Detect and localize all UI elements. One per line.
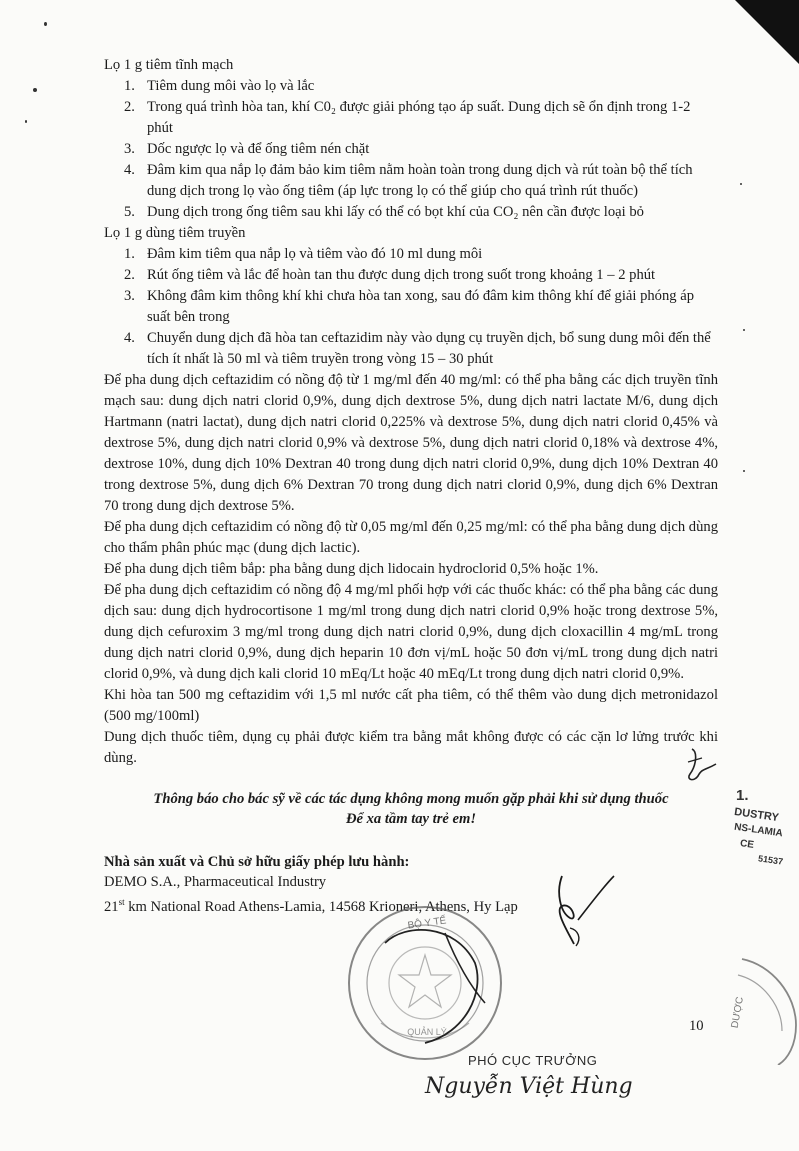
list-item: 4. Đâm kim qua nắp lọ đảm bảo kim tiêm nằm hoàn toàn trong dung dịch và rút toàn bộ thể tích dung dịch trong lọ vào ống tiêm (áp lực trong lọ có thể giúp cho quá trình rút thuốc) (124, 162, 693, 199)
list-item: 1. Đâm kim tiêm qua nắp lọ và tiêm vào đó 10 ml dung môi (124, 246, 483, 262)
scan-speck (743, 329, 745, 331)
paragraph-dilution-peritoneal: Để pha dung dịch ceftazidim có nồng độ từ 0,05 mg/ml đến 0,25 mg/ml: có thể pha bằng dung dịch dùng cho thẩm phân phúc mạc (dung dịch lactic). (104, 519, 718, 556)
paragraph-inspection: Dung dịch thuốc tiêm, dụng cụ phải được kiểm tra bằng mắt không được có các cặn lơ lửng trước khi dùng. (104, 729, 718, 766)
company-stamp-partial: 1. DUSTRY NS-LAMIA CE 51537 (733, 787, 784, 867)
list-item: 2. Rút ống tiêm và lắc để hoàn tan thu được dung dịch trong suốt trong khoảng 1 – 2 phút (124, 267, 656, 283)
signatory-title: PHÓ CỤC TRƯỞNG (468, 1053, 598, 1068)
list-item: 3. Dốc ngược lọ và để ống tiêm nén chặt (124, 141, 370, 157)
list-item: 2. Trong quá trình hòa tan, khí C0₂ được giải phóng tạo áp suất. Dung dịch sẽ ổn định trong 1-2 phút (124, 99, 691, 136)
list-item: 4. Chuyển dung dịch đã hòa tan ceftazidim này vào dụng cụ truyền dịch, bổ sung dung môi đến thể tích ít nhất là 50 ml và tiêm truyền trong vòng 15 – 30 phút (124, 330, 711, 367)
manufacturer-address: 21st km National Road Athens-Lamia, 14568 Krioneri, Athens, Hy Lạp (104, 897, 518, 915)
scan-speck (44, 22, 47, 26)
scan-speck (740, 183, 742, 185)
manufacturer-label: Nhà sản xuất và Chủ sở hữu giấy phép lưu hành: (104, 854, 410, 870)
manufacturer-company: DEMO S.A., Pharmaceutical Industry (104, 874, 327, 890)
partial-round-stamp (712, 955, 799, 1065)
signatory-name: Nguyễn Việt Hùng (425, 1074, 633, 1099)
scan-speck (33, 88, 37, 92)
notice-line-children: Để xa tầm tay trẻ em! (345, 811, 477, 827)
paragraph-combination: Để pha dung dịch ceftazidim có nồng độ 4 mg/ml phối hợp với các thuốc khác: có thể pha bằng các dung dịch sau: dung dịch hydrocortisone 1 mg/ml trong dung dịch natri clorid 0,9% hoặc trong dextrose 5%, dung dịch cefuroxim 3 mg/ml trong dung dịch natri clorid 0,9%, dung dịch cloxacillin 4 mg/mL trong dung dịch natri clorid 0,9%, dung dịch heparin 10 đơn vị/mL hoặc 50 đơn vị/mL trong dung dịch natri clorid 0,9%, và dung dịch kali clorid 10 mEq/Lt hoặc 40 mEq/Lt trong dung dịch natri clorid 0,9%. (104, 582, 719, 682)
document-body (104, 55, 718, 917)
iv-steps-list (104, 76, 718, 223)
scan-speck (743, 470, 745, 472)
list-item: 5. Dung dịch trong ống tiêm sau khi lấy có thể có bọt khí của CO₂ nên cần được loại bỏ (124, 204, 644, 220)
infusion-steps-list (104, 244, 718, 370)
notice-line-adverse: Thông báo cho bác sỹ về các tác dụng không mong muốn gặp phải khi sử dụng thuốc (153, 791, 669, 807)
manufacturer-signature (548, 872, 618, 952)
paragraph-metronidazol: Khi hòa tan 500 mg ceftazidim với 1,5 ml nước cất pha tiêm, có thể thêm vào dung dịch metronidazol (500 mg/100ml) (104, 687, 718, 724)
seal-text: BỘ Y TẾ (406, 915, 448, 932)
list-item: 3. Không đâm kim thông khí khi chưa hòa tan xong, sau đó đâm kim thông khí để giải phóng áp suất bên trong (124, 288, 694, 325)
scan-speck (25, 120, 27, 123)
folded-corner (735, 0, 799, 64)
partial-stamp-text: DƯỢC (729, 996, 746, 1029)
page-number: 10 (689, 1018, 704, 1034)
list-item: 1. Tiêm dung môi vào lọ và lắc (124, 78, 315, 94)
initial-signature (680, 744, 720, 789)
section-heading-iv: Lọ 1 g tiêm tĩnh mạch (104, 57, 234, 73)
paragraph-intramuscular: Để pha dung dịch tiêm bắp: pha bằng dung dịch lidocain hydroclorid 0,5% hoặc 1%. (104, 561, 599, 577)
seal-bottom-text: QUẢN LÝ (407, 1027, 447, 1037)
section-heading-infusion: Lọ 1 g dùng tiêm truyền (104, 225, 246, 241)
notice-block (104, 789, 718, 829)
paragraph-dilution-1-40: Để pha dung dịch ceftazidim có nồng độ từ 1 mg/ml đến 40 mg/ml: có thể pha bằng các dịch truyền tĩnh mạch sau: dung dịch natri clorid 0,9%, dung dịch dextrose 5%, dung dịch natri lactate M/6, dung dịch Hartmann (natri lactat), dung dịch natri clorid 0,225% và dextrose 5%, dung dịch natri clorid 0,45% và dextrose 5%, dung dịch natri clorid 0,9% và dextrose 5%, dung dịch natri clorid 0,18% và dextrose 4%, dextrose 10%, dung dịch 10% Dextran 40 trong dung dịch natri clorid 0,9%, dung dịch 10% Dextran 40 trong dextrose 5%, dung dịch 6% Dextran 70 trong dung dịch natri clorid 0,9%, dung dịch 6% Dextran 70 trong dung dịch dextrose 5%. (104, 372, 718, 514)
